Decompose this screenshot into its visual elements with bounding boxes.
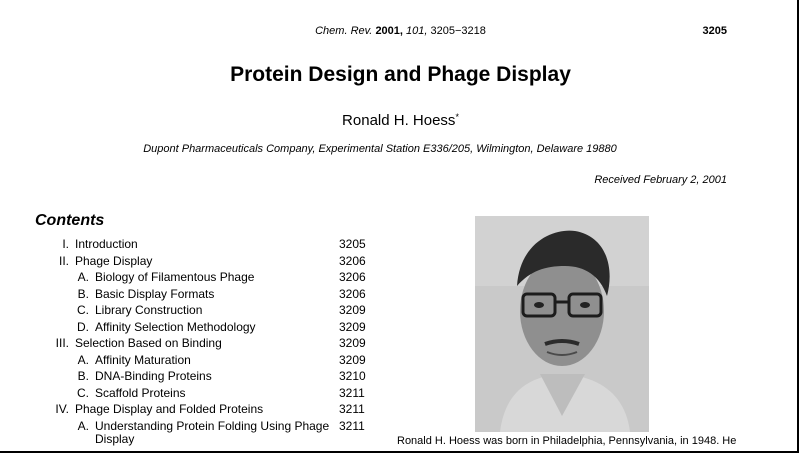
corresponding-mark: *	[455, 112, 459, 122]
journal-name: Chem. Rev.	[315, 25, 373, 37]
toc-entry-number: IV.	[55, 402, 69, 416]
toc-entry-page: 3209	[339, 303, 366, 317]
toc-entry[interactable]	[35, 418, 375, 448]
toc-entry[interactable]	[35, 302, 375, 319]
toc-entry[interactable]	[35, 236, 375, 253]
toc-entry-label: Biology of Filamentous Phage	[95, 270, 255, 284]
page-number: 3205	[702, 25, 727, 37]
toc-entry[interactable]	[35, 352, 375, 369]
article-title: Protein Design and Phage Display	[230, 63, 571, 86]
table-of-contents	[35, 236, 375, 448]
toc-entry[interactable]	[35, 269, 375, 286]
contents-heading: Contents	[35, 212, 105, 229]
toc-entry[interactable]	[35, 401, 375, 418]
toc-entry[interactable]	[35, 253, 375, 270]
toc-entry-number: C.	[77, 303, 89, 317]
toc-entry-number: B.	[77, 369, 89, 383]
toc-entry-label: Phage Display and Folded Proteins	[75, 402, 264, 416]
toc-entry-page: 3209	[339, 336, 366, 350]
journal-pages: 3205−3218	[430, 25, 486, 37]
toc-entry-page: 3211	[339, 418, 365, 433]
toc-entry-page: 3206	[339, 270, 366, 284]
author-portrait-icon	[475, 216, 649, 432]
author-line	[0, 112, 801, 129]
toc-entry-label: Basic Display Formats	[95, 286, 215, 301]
received-date: Received February 2, 2001	[594, 174, 727, 186]
author-bio-caption: Ronald H. Hoess was born in Philadelphia, Pennsylvania, in 1948. He	[397, 435, 737, 447]
toc-entry-page: 3210	[339, 369, 366, 383]
toc-entry-page: 3206	[339, 286, 366, 301]
toc-entry-label: Selection Based on Binding	[75, 336, 222, 350]
toc-entry-label: Phage Display	[75, 253, 153, 268]
toc-entry-label: Library Construction	[95, 303, 203, 317]
journal-volume: 101,	[406, 25, 428, 37]
toc-entry-page: 3209	[339, 352, 366, 367]
author-name: Ronald H. Hoess	[342, 112, 456, 129]
toc-entry-label: Scaffold Proteins	[95, 385, 186, 400]
journal-year: 2001,	[375, 25, 403, 37]
toc-entry[interactable]	[35, 319, 375, 336]
toc-entry-number: III.	[55, 336, 69, 350]
toc-entry-number: D.	[77, 319, 89, 334]
toc-entry-label: DNA-Binding Proteins	[95, 369, 212, 383]
toc-entry[interactable]	[35, 335, 375, 352]
toc-entry-page: 3206	[339, 253, 366, 268]
toc-entry[interactable]	[35, 368, 375, 385]
toc-entry-page: 3205	[339, 237, 366, 251]
toc-entry-number: B.	[77, 286, 89, 301]
toc-entry-number: C.	[77, 385, 89, 400]
toc-entry-number: A.	[77, 418, 89, 433]
toc-entry-label: Affinity Maturation	[95, 352, 191, 367]
toc-entry-page: 3211	[339, 385, 365, 400]
toc-entry-number: I.	[62, 237, 69, 251]
toc-entry-number: II.	[58, 253, 69, 268]
toc-entry-label: Understanding Protein Folding Using Phage Display	[95, 418, 330, 446]
toc-entry-page: 3211	[339, 402, 365, 416]
author-photo	[475, 216, 649, 432]
toc-entry-label: Introduction	[75, 237, 138, 251]
toc-entry[interactable]	[35, 385, 375, 402]
journal-citation	[0, 25, 801, 37]
toc-entry-number: A.	[77, 352, 89, 367]
toc-entry-label: Affinity Selection Methodology	[95, 319, 256, 334]
toc-entry[interactable]	[35, 286, 375, 303]
toc-entry-number: A.	[77, 270, 89, 284]
affiliation: Dupont Pharmaceuticals Company, Experimental Station E336/205, Wilmington, Delaware 19880	[143, 143, 617, 155]
toc-entry-page: 3209	[339, 319, 366, 334]
